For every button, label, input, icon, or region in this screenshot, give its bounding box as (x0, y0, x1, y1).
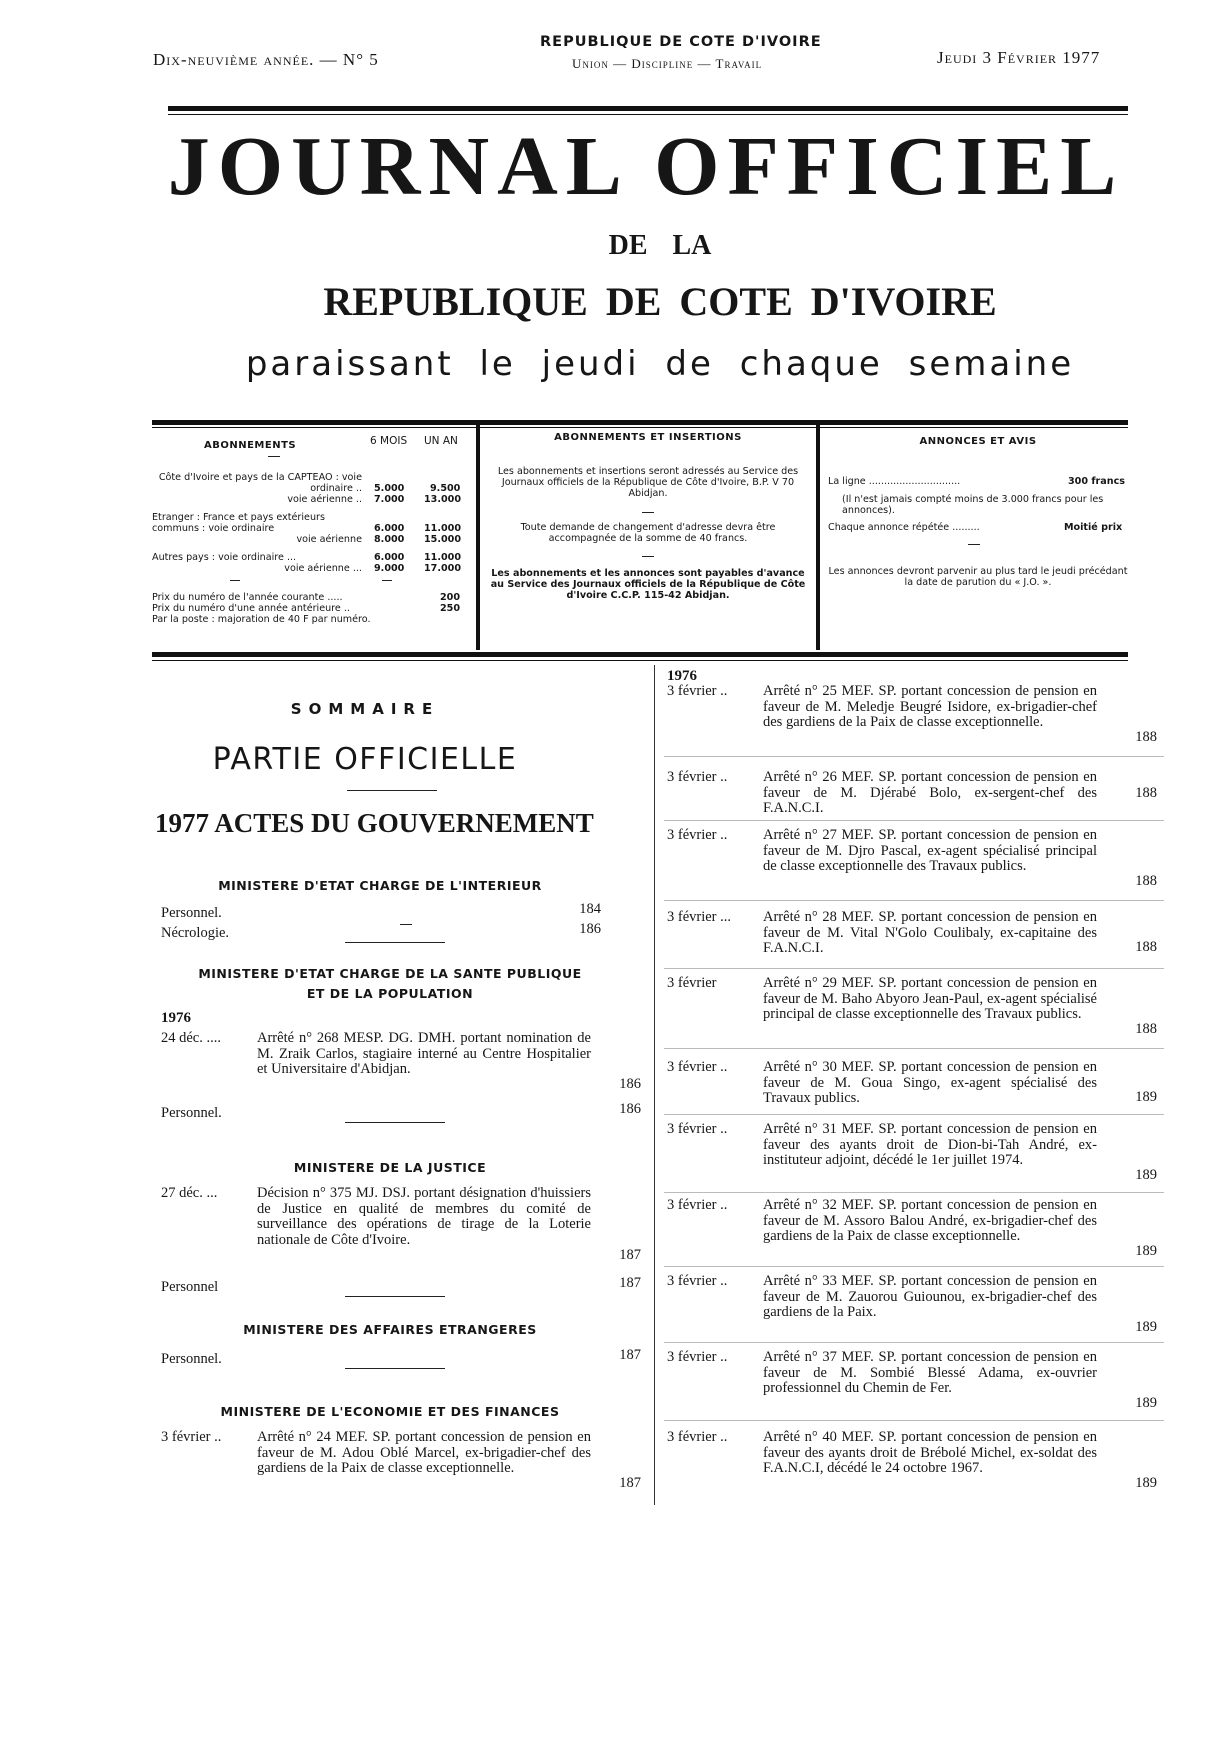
masthead-tagline: paraissant le jeudi de chaque semaine (245, 344, 1075, 384)
annonces-repeat-price: Moitié prix (1064, 522, 1123, 533)
entry-text: Arrêté n° 25 MEF. SP. portant concession de pension en faveur de M. Meledje Beugré Isidore, ex-brigadier-chef des gardiens de la Paix de classe exceptionnelle. (763, 683, 1097, 730)
entry-text: Arrêté n° 26 MEF. SP. portant concession de pension en faveur de M. Djérabé Bolo, ex-sergent-chef des F.A.N.C.I. (763, 769, 1097, 816)
insertions-title: ABONNEMENTS ET INSERTIONS (554, 432, 742, 443)
entry-page: 189 (1135, 1475, 1157, 1491)
right-entry-33 (667, 1273, 1157, 1335)
annonces-ligne-price: 300 francs (1068, 476, 1125, 487)
item-label: Personnel. (161, 1351, 222, 1367)
entry-page: 189 (1135, 1167, 1157, 1183)
right-entry-25 (667, 683, 1157, 745)
right-entry-30 (667, 1059, 1157, 1107)
entry-page: 189 (1135, 1243, 1157, 1259)
issue-number: Dix-neuvième année. — N° 5 (153, 50, 379, 69)
annonces-deadline: Les annonces devront parvenir au plus tard le jeudi précédant la date de parution du « J.O. ». (828, 566, 1128, 588)
entry-date: 27 déc. ... (161, 1185, 218, 1201)
entry-page: 189 (1135, 1089, 1157, 1105)
entry-sep (664, 900, 1164, 901)
entry-page: 187 (619, 1247, 641, 1263)
entry-date: 3 février .. (667, 769, 728, 785)
entry-sep (664, 968, 1164, 969)
partie-underline (347, 790, 437, 791)
affaires-personnel (161, 1347, 641, 1368)
entry-text: Arrêté n° 24 MEF. SP. portant concession de pension en faveur de M. Adou Oblé Marcel, ex-brigadier-chef des gardiens de la Paix de classe exceptionnelle. (257, 1429, 591, 1476)
issue-date: Jeudi 3 Février 1977 (937, 48, 1101, 67)
entry-page: 189 (1135, 1319, 1157, 1335)
sub-row-3-year: 11.000 (424, 523, 462, 534)
ins-sep-2 (642, 556, 654, 557)
item-label: Personnel. (161, 905, 222, 921)
sub-row-5-label: Autres pays : voie ordinaire ... (152, 552, 297, 563)
min-affaires: MINISTERE DES AFFAIRES ETRANGERES (243, 1322, 537, 1337)
entry-sep (664, 1342, 1164, 1343)
subscriptions-box (152, 432, 470, 647)
col-6mois: 6 MOIS (370, 435, 408, 447)
justice-entry (161, 1185, 641, 1263)
entry-text: Arrêté n° 33 MEF. SP. portant concession de pension en faveur de M. Zauorou Guiounou, ex-brigadier-chef des gardiens de la Paix. (763, 1273, 1097, 1320)
annonces-box (828, 432, 1128, 647)
insertions-p2: Toute demande de changement d'adresse devra être accompagnée de la somme de 40 francs. (520, 522, 776, 544)
right-entry-40 (667, 1429, 1157, 1491)
header-country: REPUBLIQUE DE COTE D'IVOIRE (540, 34, 822, 50)
entry-date: 3 février (667, 975, 717, 991)
item-label: Personnel. (161, 1105, 222, 1121)
sub-row-1-six: 5.000 (374, 483, 405, 494)
sub-row-4-label: voie aérienne (296, 534, 362, 545)
entry-page: 188 (1135, 785, 1157, 801)
partie-officielle: PARTIE OFFICIELLE (212, 742, 518, 777)
entry-date: 3 février .. (667, 827, 728, 843)
right-entry-32 (667, 1197, 1157, 1259)
sub-row-6-year: 17.000 (424, 563, 462, 574)
entry-sep (664, 1266, 1164, 1267)
sub-row-1-label: Côte d'Ivoire et pays de la CAPTEAO : voie ordinaire .. (158, 472, 362, 494)
insertions-p3: Les abonnements et les annonces sont payables d'avance au Service des Journaux officiels de la République de Côte d'Ivoire C.C.P. 115-42 Abidjan. (490, 568, 806, 601)
entry-page: 189 (1135, 1395, 1157, 1411)
band-rule-bottom (152, 652, 1128, 657)
right-entry-31 (667, 1121, 1157, 1183)
sub-row-3-label: Etranger : France et pays extérieurs communs : voie ordinaire (152, 512, 325, 534)
item-page: 186 (579, 921, 601, 937)
right-entry-29 (667, 975, 1157, 1037)
right-entry-26 (667, 769, 1157, 817)
column-divider (654, 665, 655, 1505)
min-economie: MINISTERE DE L'ECONOMIE ET DES FINANCES (220, 1404, 560, 1419)
sommaire-title: SOMMAIRE (290, 700, 440, 718)
annonces-title: ANNONCES ET AVIS (919, 436, 1037, 447)
annonces-minimum: (Il n'est jamais compté moins de 3.000 francs pour les annonces). (842, 494, 1104, 516)
entry-text: Arrêté n° 30 MEF. SP. portant concession de pension en faveur de M. Goua Singo, ex-agent spécialisé des Travaux publics. (763, 1059, 1097, 1106)
entry-text: Arrêté n° 29 MEF. SP. portant concession de pension en faveur de M. Baho Abyoro Jean-Paul, ex-agent spécialisé principal de classe exceptionnelle des Travaux publics. (763, 975, 1097, 1022)
min-interieur: MINISTERE D'ETAT CHARGE DE L'INTERIEUR (218, 878, 542, 893)
top-rule-thick (168, 106, 1128, 111)
entry-sep (664, 1192, 1164, 1193)
insertions-p1: Les abonnements et insertions seront adressés au Service des Journaux officiels de la République de Côte d'Ivoire, B.P. V 70 Abidjan. (497, 466, 799, 499)
sub-row-2-year: 13.000 (424, 494, 462, 505)
ins-sep-1 (642, 512, 654, 513)
economie-entry (161, 1429, 641, 1491)
price-current-value: 200 (440, 592, 461, 603)
interieur-personnel (161, 901, 641, 922)
sante-personnel (161, 1101, 641, 1122)
item-label: Nécrologie. (161, 925, 230, 941)
entry-page: 188 (1135, 939, 1157, 955)
annonces-ligne-label: La ligne .............................. (828, 476, 961, 487)
sub-row-6-label: voie aérienne ... (284, 563, 362, 574)
sub-row-5-year: 11.000 (424, 552, 462, 563)
entry-date: 3 février .. (667, 683, 728, 699)
entry-sep (664, 1048, 1164, 1049)
item-page: 184 (579, 901, 601, 917)
entry-page: 188 (1135, 729, 1157, 745)
entry-date: 24 déc. .... (161, 1030, 221, 1046)
entry-text: Arrêté n° 32 MEF. SP. portant concession de pension en faveur de M. Assoro Balou André, ex-brigadier-chef des gardiens de la Paix de classe exceptionnelle. (763, 1197, 1097, 1244)
justice-personnel (161, 1275, 641, 1296)
sep-line (345, 1296, 445, 1297)
year-1976-left: 1976 (161, 1010, 191, 1026)
title-underline (268, 456, 280, 457)
band-divider-2 (816, 420, 820, 650)
entry-date: 3 février .. (667, 1273, 728, 1289)
subscriptions-title: ABONNEMENTS (204, 440, 297, 451)
masthead-de-la: DE LA (608, 230, 712, 261)
col-unan: UN AN (424, 435, 458, 447)
item-page: 186 (619, 1101, 641, 1117)
entry-sep (664, 820, 1164, 821)
entry-page: 188 (1135, 1021, 1157, 1037)
entry-date: 3 février .. (667, 1429, 728, 1445)
right-entry-37 (667, 1349, 1157, 1411)
entry-text: Arrêté n° 268 MESP. DG. DMH. portant nomination de M. Zraik Carlos, stagiaire interné au Centre Hospitalier et Universitaire d'Abidjan. (257, 1030, 591, 1077)
band-rule-top (152, 420, 1128, 425)
entry-sep (664, 756, 1164, 757)
sante-entry (161, 1030, 641, 1092)
sub-row-6-six: 9.000 (374, 563, 405, 574)
entry-page: 188 (1135, 873, 1157, 889)
year-1976-right: 1976 (667, 668, 697, 684)
sep-line (345, 1122, 445, 1123)
price-former-label: Prix du numéro d'une année antérieure .. (152, 603, 350, 614)
item-page: 187 (619, 1275, 641, 1291)
entry-page: 187 (619, 1475, 641, 1491)
ann-sep (968, 544, 980, 545)
sub-row-1-year: 9.500 (430, 483, 461, 494)
band-rule-top-thin (152, 427, 1128, 428)
sub-sep-2 (382, 580, 392, 581)
entry-date: 3 février ... (667, 909, 732, 925)
entry-text: Arrêté n° 37 MEF. SP. portant concession de pension en faveur de M. Sombié Blessé Adama, ex-ouvrier professionnel du Chemin de Fer. (763, 1349, 1097, 1396)
entry-sep (664, 1114, 1164, 1115)
sub-row-5-six: 6.000 (374, 552, 405, 563)
sub-row-2-label: voie aérienne .. (287, 494, 362, 505)
entry-date: 3 février .. (667, 1349, 728, 1365)
sub-row-2-six: 7.000 (374, 494, 405, 505)
entry-text: Arrêté n° 40 MEF. SP. portant concession de pension en faveur des ayants droit de Brébolé Michel, ex-soldat des F.A.N.C.I, décédé le 24 octobre 1967. (763, 1429, 1097, 1476)
sub-row-4-six: 8.000 (374, 534, 405, 545)
price-current-label: Prix du numéro de l'année courante ..... (152, 592, 343, 603)
band-rule-bottom-thin (152, 660, 1128, 661)
entry-page: 186 (619, 1076, 641, 1092)
actes-heading: 1977 ACTES DU GOUVERNEMENT (155, 808, 594, 838)
entry-date: 3 février .. (161, 1429, 222, 1445)
entry-text: Arrêté n° 27 MEF. SP. portant concession de pension en faveur de M. Djro Pascal, ex-agent spécialisé principal de classe exceptionnelle des Travaux publics. (763, 827, 1097, 874)
header-motto: Union — Discipline — Travail (572, 56, 763, 71)
annonces-repeat-label: Chaque annonce répétée ......... (828, 522, 980, 533)
price-former-value: 250 (440, 603, 461, 614)
sub-sep (230, 580, 240, 581)
sub-row-3-six: 6.000 (374, 523, 405, 534)
insertions-box (490, 432, 806, 647)
entry-date: 3 février .. (667, 1059, 728, 1075)
entry-date: 3 février .. (667, 1121, 728, 1137)
min-sante-2: ET DE LA POPULATION (306, 986, 474, 1001)
band-divider-1 (476, 420, 480, 650)
masthead-republic: REPUBLIQUE DE COTE D'IVOIRE (323, 279, 997, 324)
price-post-label: Par la poste : majoration de 40 F par numéro. (152, 614, 371, 625)
right-entry-28 (667, 909, 1157, 957)
journal-title: JOURNAL OFFICIEL (167, 120, 1125, 213)
right-entry-27 (667, 827, 1157, 889)
sub-row-4-year: 15.000 (424, 534, 462, 545)
min-sante-1: MINISTERE D'ETAT CHARGE DE LA SANTE PUBLIQUE (198, 966, 582, 981)
entry-text: Arrêté n° 31 MEF. SP. portant concession de pension en faveur des ayants droit de Dion-bi-Tah André, ex-instituteur adjoint, décédé le 1er juillet 1974. (763, 1121, 1097, 1168)
entry-text: Arrêté n° 28 MEF. SP. portant concession de pension en faveur de M. Vital N'Golo Coulibaly, ex-capitaine des F.A.N.C.I. (763, 909, 1097, 956)
item-page: 187 (619, 1347, 641, 1363)
top-rule-thin (168, 114, 1128, 115)
entry-text: Décision n° 375 MJ. DSJ. portant désignation d'huissiers de Justice en qualité de membres du comité de surveillance des opérations de tirage de la Loterie nationale de Côte d'Ivoire. (257, 1185, 591, 1248)
entry-date: 3 février .. (667, 1197, 728, 1213)
item-label: Personnel (161, 1279, 219, 1295)
interieur-necrologie (161, 921, 641, 942)
sep-line (345, 1368, 445, 1369)
sep (400, 924, 412, 925)
entry-sep (664, 1420, 1164, 1421)
min-justice: MINISTERE DE LA JUSTICE (293, 1160, 487, 1175)
sep-line (345, 942, 445, 943)
